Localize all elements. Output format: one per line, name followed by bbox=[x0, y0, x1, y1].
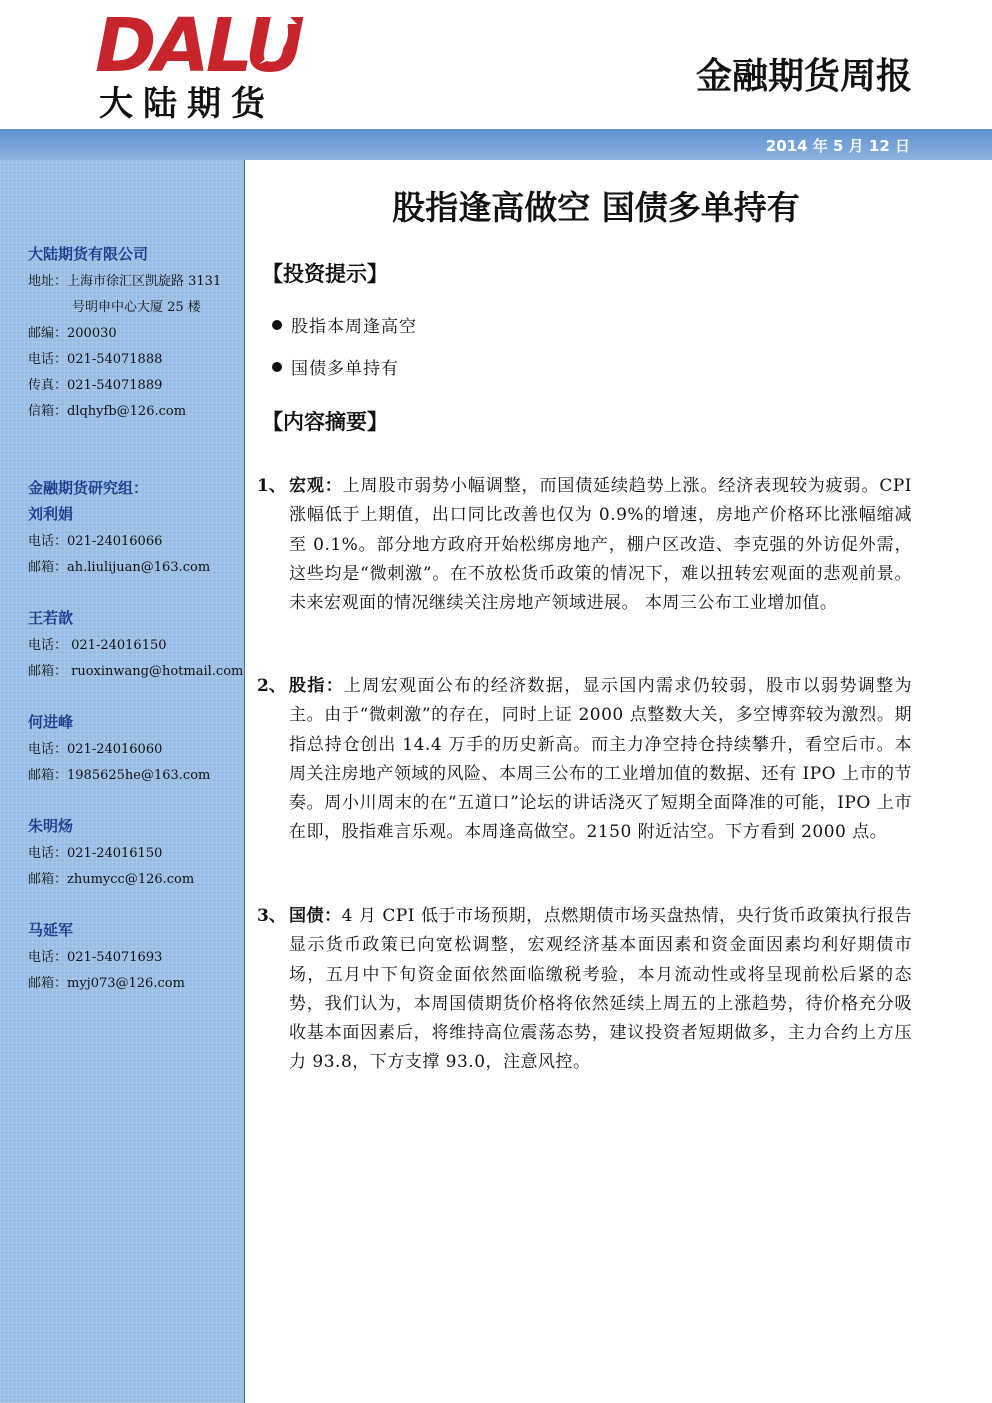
section-number: 1、 bbox=[257, 476, 286, 496]
researcher-email: 邮箱：1985625he@163.com bbox=[28, 768, 211, 783]
researcher-phone: 电话：021-24016150 bbox=[28, 846, 163, 861]
team-title: 金融期货研究组： bbox=[28, 479, 149, 497]
company-postcode: 邮编：200030 bbox=[28, 326, 117, 341]
researcher-name: 刘利娟 bbox=[28, 505, 74, 523]
summary-heading: 【内容摘要】 bbox=[262, 410, 388, 434]
researcher-email: 邮箱：ah.liulijuan@163.com bbox=[28, 560, 211, 575]
researcher-phone: 电话：021-24016066 bbox=[28, 534, 163, 549]
tip-text: 股指本周逢高空 bbox=[291, 317, 417, 337]
date-bar bbox=[0, 129, 992, 160]
company-phone: 电话：021-54071888 bbox=[28, 352, 163, 367]
section-label: 股指： bbox=[289, 676, 345, 696]
tip-item bbox=[272, 312, 417, 337]
company-address: 地址：上海市徐汇区凯旋路 3131 bbox=[28, 274, 222, 289]
investment-tips-heading: 【投资提示】 bbox=[262, 262, 388, 286]
researcher-phone: 电话：021-54071693 bbox=[28, 950, 163, 965]
summary-section-bonds bbox=[257, 902, 912, 1078]
arrow-logo-icon bbox=[245, 10, 305, 70]
report-title: 股指逢高做空 国债多单持有 bbox=[392, 188, 800, 227]
bullet-icon bbox=[272, 362, 282, 372]
researcher-phone: 电话：021-24016060 bbox=[28, 742, 163, 757]
tip-text: 国债多单持有 bbox=[291, 359, 399, 379]
researcher-email: 邮箱：zhumycc@126.com bbox=[28, 872, 195, 887]
company-logo bbox=[95, 3, 310, 124]
logo-chinese-name: 大陆期货 bbox=[99, 84, 275, 124]
bullet-icon bbox=[272, 320, 282, 330]
researcher-phone: 电话： 021-24016150 bbox=[28, 638, 167, 653]
researcher-name: 何进峰 bbox=[28, 713, 74, 731]
researcher-name: 朱明炀 bbox=[28, 817, 74, 835]
researcher-email: 邮箱：myj073@126.com bbox=[28, 976, 185, 991]
researcher-name: 王若歆 bbox=[28, 609, 74, 627]
company-address-cont: 号明申中心大厦 25 楼 bbox=[72, 300, 201, 315]
logo-wordmark: DALU bbox=[95, 3, 301, 89]
researcher-email: 邮箱： ruoxinwang@hotmail.com bbox=[28, 664, 244, 679]
researcher-name: 马延军 bbox=[28, 921, 74, 939]
report-type-title: 金融期货周报 bbox=[695, 56, 912, 97]
section-label: 国债： bbox=[289, 906, 342, 926]
summary-section-index bbox=[257, 672, 912, 848]
tip-item bbox=[272, 354, 399, 379]
section-text: 上周股市弱势小幅调整，而国债延续趋势上涨。经济表现较为疲弱。CPI 涨幅低于上期值，出口同比改善也仅为 0.9%的增速，房地产价格环比涨幅缩减至 0.1%。部分地方政府开始松绑房地产，棚户区改造、李克强的外访促外需，这些均是“微刺激”。在不放松货币政策的情况下，难以扭转宏观面的悲观前景。未来宏观面的情况继续关注房地产领域进展。 本周三公布工业增加值。 bbox=[289, 476, 912, 614]
section-text: 4 月 CPI 低于市场预期，点燃期债市场买盘热情，央行货币政策执行报告显示货币政策已向宽松调整，宏观经济基本面因素和资金面因素均利好期债市场，五月中下旬资金面依然面临缴税考验，本月流动性或将呈现前松后紧的态势，我们认为，本周国债期货价格将依然延续上周五的上涨趋势，待价格充分吸收基本面因素后，将维持高位震荡态势，建议投资者短期做多，主力合约上方压力 93.8，下方支撑 93.0，注意风控。 bbox=[289, 906, 913, 1073]
summary-section-macro bbox=[257, 472, 912, 618]
section-number: 2、 bbox=[257, 676, 286, 696]
company-name: 大陆期货有限公司 bbox=[28, 245, 149, 263]
company-mailbox: 信箱：dlqhyfb@126.com bbox=[28, 404, 187, 419]
section-label: 宏观： bbox=[289, 476, 343, 496]
section-text: 上周宏观面公布的经济数据，显示国内需求仍较弱，股市以弱势调整为主。由于“微刺激”的存在，同时上证 2000 点整数大关，多空博弈较为激烈。期指总持仓创出 14.4 万手的历史新高。而主力净空持仓持续攀升，看空后市。本周关注房地产领域的风险、本周三公布的工业增加值的数据、还有 IPO 上市的节奏。周小川周末的在“五道口”论坛的讲话浇灭了短期全面降准的可能，IPO 上市在即，股指难言乐观。本周逢高做空。2150 附近沽空。下方看到 2000 点。 bbox=[289, 676, 913, 843]
company-fax: 传真：021-54071889 bbox=[28, 378, 163, 393]
contact-sidebar bbox=[0, 160, 245, 1403]
section-number: 3、 bbox=[257, 906, 286, 926]
report-date: 2014 年 5 月 12 日 bbox=[765, 137, 910, 155]
